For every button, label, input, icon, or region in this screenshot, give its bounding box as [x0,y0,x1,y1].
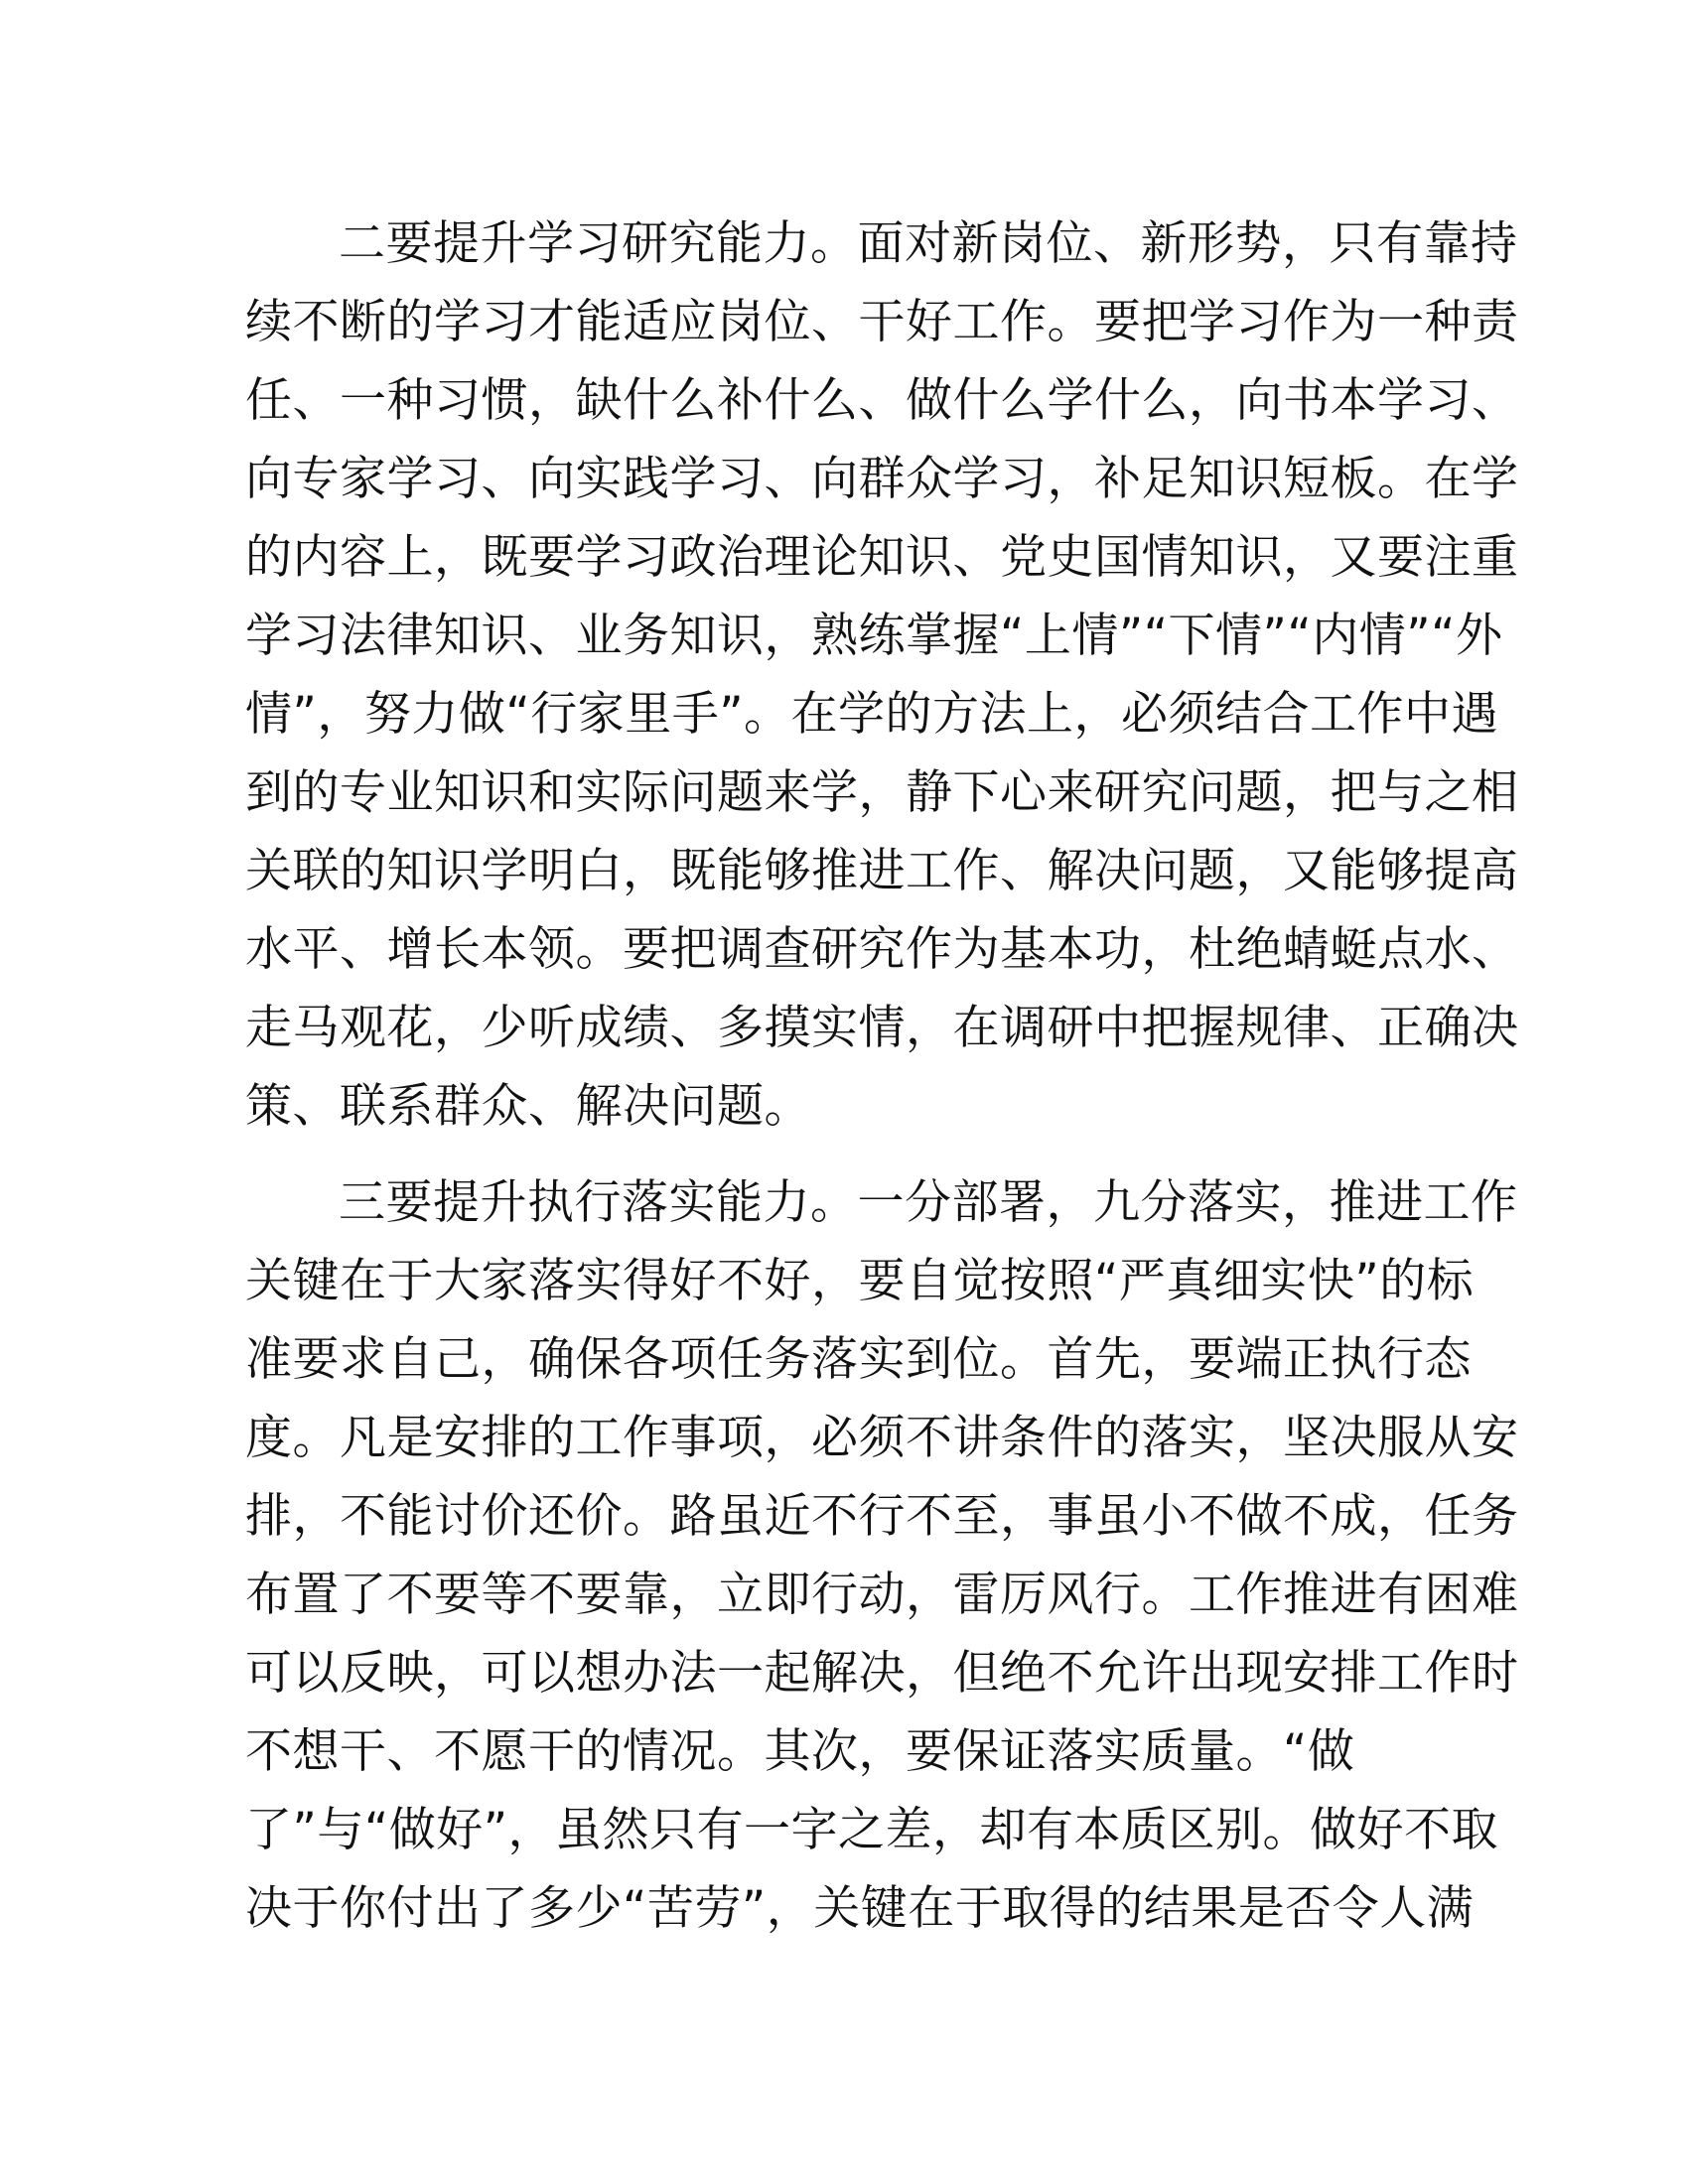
text-line: 了”与“做好”，虽然只有一字之差，却有本质区别。做好不取 [245,1803,1499,1857]
text-line: 度。凡是安排的工作事项，必须不讲条件的落实，坚决服从安 [245,1411,1519,1465]
paragraph-learning-research [245,205,1519,1146]
text-line: 情”，努力做“行家里手”。在学的方法上，必须结合工作中遇 [245,687,1499,742]
text-line: 学习法律知识、业务知识，熟练掌握“上情”“下情”“内情”“外 [245,609,1503,663]
text-line: 布置了不要等不要靠，立即行动，雷厉风行。工作推进有困难 [245,1568,1519,1622]
text-line: 任、一种习惯，缺什么补什么、做什么学什么，向书本学习、 [245,373,1519,428]
text-line: 决于你付出了多少“苦劳”，关键在于取得的结果是否令人满 [245,1881,1475,1936]
text-line: 的内容上，既要学习政治理论知识、党史国情知识，又要注重 [245,530,1519,585]
text-line: 水平、增长本领。要把调查研究作为基本功，杜绝蜻蜓点水、 [245,922,1519,977]
text-line: 三要提升执行落实能力。一分部署，九分落实，推进工作 [339,1175,1518,1230]
document-body [245,205,1519,1948]
text-line: 二要提升学习研究能力。面对新岗位、新形势，只有靠持 [339,216,1518,271]
text-line: 到的专业知识和实际问题来学，静下心来研究问题，把与之相 [245,765,1519,820]
text-line: 关键在于大家落实得好不好，要自觉按照“严真细实快”的标 [245,1254,1475,1308]
paragraph-spacer [245,1146,1437,1163]
text-line: 策、联系群众、解决问题。 [245,1079,811,1134]
text-line: 准要求自己，确保各项任务落实到位。首先，要端正执行态 [245,1332,1472,1387]
paragraph-execution [245,1163,1519,1948]
text-line: 关联的知识学明白，既能够推进工作、解决问题，又能够提高 [245,844,1519,898]
text-line: 向专家学习、向实践学习、向群众学习，补足知识短板。在学 [245,452,1519,506]
text-line: 走马观花，少听成绩、多摸实情，在调研中把握规律、正确决 [245,1001,1519,1055]
text-line: 可以反映，可以想办法一起解决，但绝不允许出现安排工作时 [245,1646,1519,1701]
text-line: 排，不能讨价还价。路虽近不行不至，事虽小不做不成，任务 [245,1489,1519,1544]
text-line: 续不断的学习才能适应岗位、干好工作。要把学习作为一种责 [245,295,1519,349]
text-line: 不想干、不愿干的情况。其次，要保证落实质量。“做 [245,1724,1355,1779]
